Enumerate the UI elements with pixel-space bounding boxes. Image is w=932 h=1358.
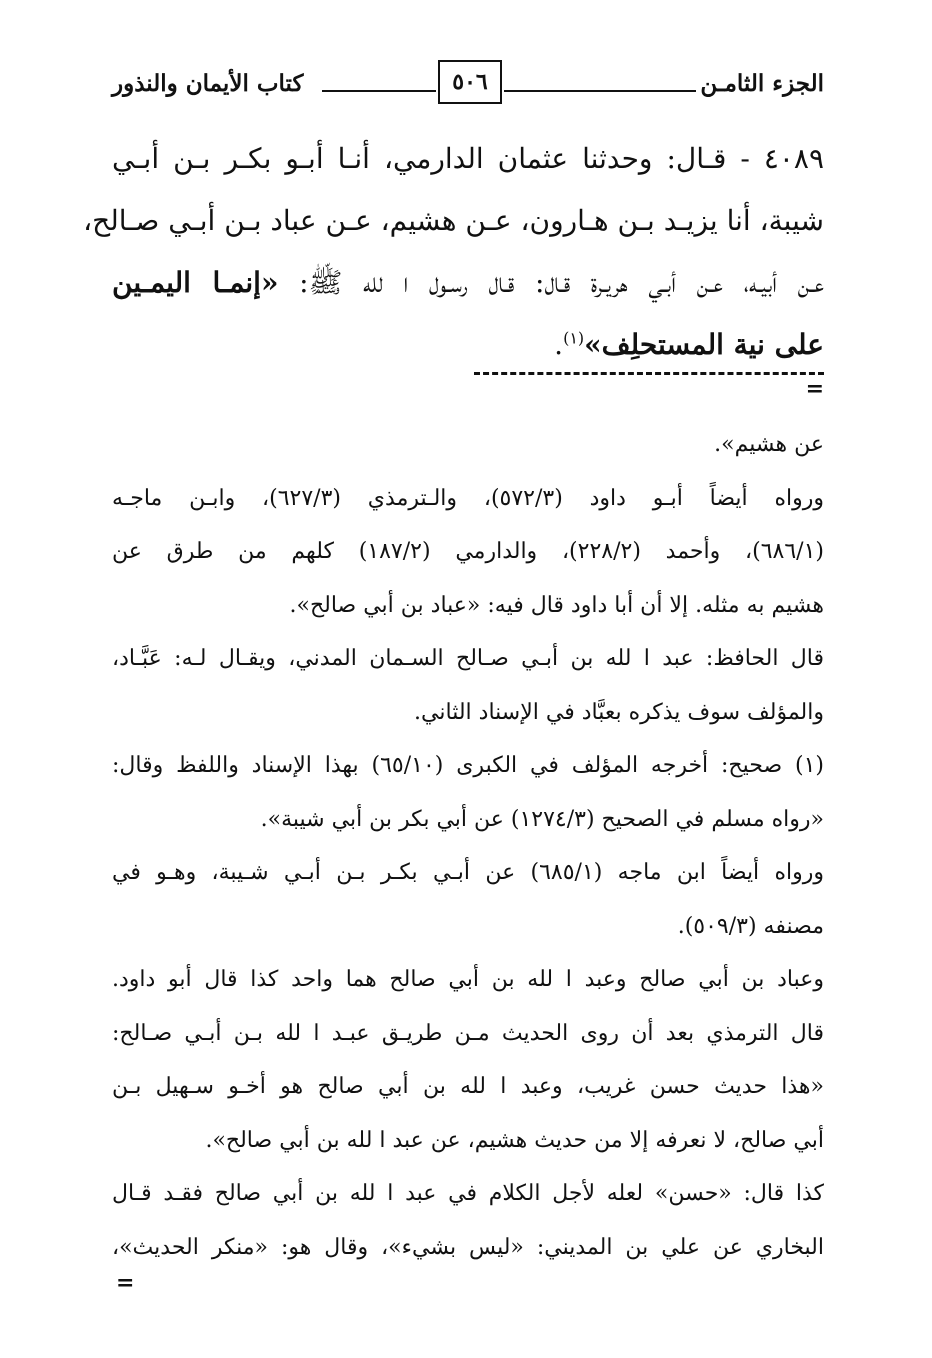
- footnote-line: ورواه أيضاً ابن ماجه (٦٨٥/١) عن أبـي بكـر بـن أبـي شـيبة، وهـو في: [112, 860, 824, 885]
- footnote-line: (١) صحيح: أخرجه المؤلف في الكبرى (٦٥/١٠) بهذا الإسناد واللفظ وقال:: [112, 753, 824, 778]
- book-title: كتاب الأيمان والنذور: [112, 70, 304, 97]
- footnote-line: وعباد بن أبي صالح وعبد ا لله بن أبي صالح هما واحد كذا قال أبو داود.: [112, 967, 824, 992]
- footnote-line: عن هشيم».: [714, 432, 824, 457]
- hadith-end-mark: .: [554, 328, 564, 361]
- footnote-line: «رواه مسلم في الصحيح (١٢٧٤/٣) عن أبي بكر بن أبي شيبة».: [260, 806, 824, 832]
- hadith-line-text: عـن أبيـه، عـن أبـي هريـرة قـال: قـال رسـول ا لله ﷺ:: [278, 266, 825, 299]
- footnote-line: كذا قال: «حسن» لعله لأجل الكلام في عبد ا لله بن أبي صالح فقـد قـال: [112, 1181, 824, 1206]
- footnote-line: (٦٨٦/١)، وأحمد (٢٢٨/٢)، والدارمي (١٨٧/٢) كلهم من طرق عن: [112, 539, 824, 564]
- continuation-mark-bottom: =: [116, 1270, 135, 1296]
- continuation-mark: =: [805, 376, 824, 402]
- page-header: [112, 60, 824, 110]
- hadith-line: ٤٠٨٩ - قـال: وحدثنا عثمان الدارمي، أنـا أبـو بكـر بـن أبـي: [112, 142, 824, 175]
- header-rule-right: [504, 90, 696, 92]
- hadith-text: [83, 128, 825, 376]
- footnotes: [112, 418, 824, 1274]
- footnote-line: هشيم به مثله. إلا أن أبا داود قال فيه: «عباد بن أبي صالح».: [289, 592, 824, 618]
- footnote-line: «هذا حديث حسن غريب، وعبد ا لله بن أبي صالح هو أخـو سـهيل بـن: [112, 1074, 824, 1099]
- hadith-line: [112, 314, 824, 376]
- footnote-line: والمؤلف سوف يذكره بعبَّاد في الإسناد الثاني.: [414, 699, 824, 725]
- volume-label: الجزء الثامـن: [700, 70, 824, 97]
- footnote-line: قال الحافظ: عبد ا لله بن أبـي صـالح السـمان المدني، ويقـال لـه: عَبَّـاد،: [112, 646, 824, 671]
- hadith-line: شيبة، أنا يزيـد بـن هـارون، عـن هشيم، عـن عباد بـن أبـي صـالح،: [83, 204, 824, 237]
- footnote-line: أبي صالح، لا نعرفه إلا من حديث هشيم، عن عبد ا لله بن أبي صالح».: [205, 1127, 824, 1153]
- hadith-line: [112, 252, 824, 314]
- footnote-separator: [474, 372, 824, 375]
- footnote-line: ورواه أيضاً أبـو داود (٥٧٢/٣)، والـترمذي (٦٢٧/٣)، وابـن ماجـه: [112, 485, 824, 511]
- footnote-line: البخاري عن علي بن المديني: «ليس بشيء»، وقال هو: «منكر الحديث»،: [112, 1234, 824, 1260]
- footnote-line: قال الترمذي بعد أن روى الحديث مـن طريـق عبـد ا لله بـن أبـي صـالح:: [112, 1020, 824, 1046]
- hadith-quote-start: «إنمـا اليمـين: [112, 266, 279, 299]
- hadith-quote-end: على نية المستحلِف»: [584, 328, 824, 361]
- page-number: ٥٠٦: [438, 60, 502, 104]
- footnote-ref: (١): [563, 328, 585, 348]
- header-rule-left: [322, 90, 436, 92]
- footnote-line: مصنفه (٥٠٩/٣).: [677, 913, 824, 939]
